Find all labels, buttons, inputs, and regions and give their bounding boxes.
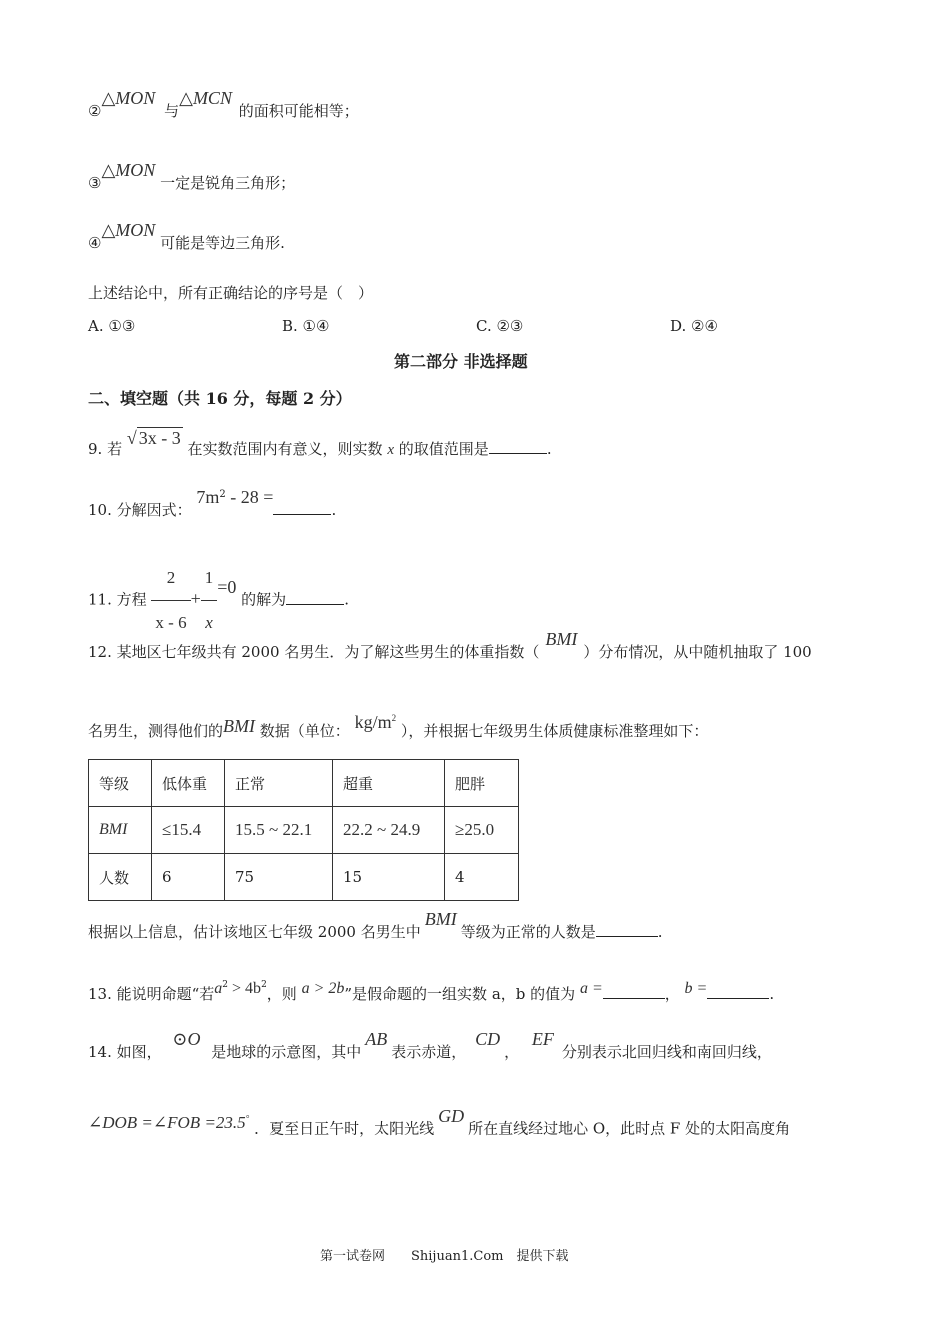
question-text: ）分布情况，从中随机抽取了 100: [583, 643, 812, 661]
question-text: 所在直线经过地心 O，此时点 F 处的太阳高度角: [468, 1119, 791, 1138]
question-text: 13. 能说明命题“若: [88, 985, 215, 1003]
question-text: 12. 某地区七年级共有 2000 名男生．为了解这些男生的体重指数（: [88, 643, 540, 661]
radicand: 3x - 3: [138, 428, 181, 448]
segment-ef: EF: [531, 1029, 554, 1049]
bmi-term: BMI: [545, 629, 578, 649]
question-number: 14. 如图，: [88, 1043, 162, 1061]
b-equals: b =: [684, 980, 708, 997]
question-text: ”是假命题的一组实数 a，b 的值为: [344, 985, 576, 1003]
table-cell: ≤15.4: [152, 807, 225, 854]
option-a: A. ①③: [88, 317, 136, 335]
table-row: [89, 760, 519, 807]
table-header-cell: 正常: [225, 760, 333, 807]
option-d: D. ②④: [670, 317, 718, 335]
term: a: [214, 980, 223, 997]
segment-ab: AB: [365, 1029, 388, 1049]
table-cell: 75: [225, 854, 333, 901]
condition-expression: [214, 979, 267, 997]
denominator: x: [205, 613, 213, 632]
term: 7m: [196, 487, 220, 507]
conclusion-3: [88, 160, 296, 193]
math-mon: MON: [115, 88, 156, 108]
period: .: [769, 985, 775, 1003]
table-cell: 人数: [89, 854, 152, 901]
table-cell: 4: [445, 854, 519, 901]
period: .: [331, 501, 337, 519]
answer-blank[interactable]: [273, 500, 331, 515]
conclusion-2: [88, 88, 359, 121]
question-text: 在实数范围内有意义，则实数: [187, 440, 383, 458]
exponent: 2: [222, 980, 229, 990]
a-equals: a =: [579, 980, 603, 997]
denominator: x - 6: [155, 613, 187, 632]
question-text: ），并根据七年级男生体质健康标准整理如下：: [400, 722, 709, 740]
part2-title: 第二部分 非选择题: [394, 352, 528, 371]
question-text: ．夏至日正午时，太阳光线: [254, 1119, 435, 1138]
question-number: 10. 分解因式：: [88, 501, 192, 519]
question-text: 上述结论中，所有正确结论的序号是（ ）: [88, 284, 374, 302]
equals-zero: =0: [217, 576, 237, 597]
angle-text: ∠DOB =∠FOB =23.5: [88, 1112, 246, 1132]
variable-x: x: [387, 442, 395, 458]
question-14-line1: [88, 1029, 772, 1062]
table-cell: ≥25.0: [445, 807, 519, 854]
item-number: ④: [88, 234, 102, 252]
question-12-line2: [88, 712, 709, 741]
conclusion-expression: a > 2b: [301, 980, 345, 997]
table-header-cell: 等级: [89, 760, 152, 807]
question-13: [88, 981, 774, 1005]
question-number: 11. 方程: [88, 590, 147, 609]
table-cell: BMI: [89, 807, 152, 854]
question-text: 数据（单位：: [259, 722, 350, 740]
question-text: 等级为正常的人数是: [460, 923, 596, 941]
question-text: 表示赤道，: [391, 1043, 467, 1061]
unit-exponent: 2: [391, 713, 397, 723]
table-cell: 22.2 ~ 24.9: [333, 807, 445, 854]
term: - 28 =: [225, 487, 274, 507]
section2-title: 二、填空题（共 16 分，每题 2 分）: [88, 389, 352, 408]
item-number: ②: [88, 102, 102, 120]
fraction-1: [151, 556, 190, 645]
table-cell: 15.5 ~ 22.1: [225, 807, 333, 854]
period: .: [546, 440, 552, 458]
question-text: 是地球的示意图，其中: [211, 1043, 362, 1061]
triangle-symbol: △: [101, 88, 116, 108]
conclusion-4: [88, 220, 285, 253]
line-gd: GD: [438, 1105, 465, 1126]
answer-blank-a[interactable]: [603, 984, 665, 999]
bmi-term: BMI: [424, 909, 457, 929]
conjunction: 与: [164, 102, 180, 120]
comma: ，: [504, 1043, 520, 1061]
sqrt-expression: √ 3x - 3: [126, 428, 181, 448]
answer-blank[interactable]: [596, 922, 658, 937]
question-11: [88, 556, 349, 645]
numerator: 2: [151, 556, 190, 601]
option-c: C. ②③: [476, 317, 524, 335]
term: > 4b: [228, 980, 262, 997]
question-text: 根据以上信息，估计该地区七年级 2000 名男生中: [88, 923, 421, 941]
math-mcn: MCN: [192, 88, 232, 108]
question-number: 9. 若: [88, 440, 123, 458]
option-b: B. ①④: [282, 317, 330, 335]
angle-expression: [88, 1113, 249, 1132]
table-row: [89, 854, 519, 901]
answer-blank[interactable]: [286, 590, 344, 605]
unit: [355, 712, 397, 732]
table-cell: 6: [152, 854, 225, 901]
plus-sign: +: [190, 588, 201, 609]
segment-cd: CD: [475, 1029, 501, 1049]
triangle-symbol: △: [179, 88, 193, 108]
math-mon: MON: [115, 220, 156, 240]
expression: [196, 489, 273, 507]
question-10: [88, 487, 337, 520]
table-header-cell: 肥胖: [445, 760, 519, 807]
unit-text: kg/m: [354, 712, 392, 732]
answer-blank-b[interactable]: [707, 984, 769, 999]
circle-o: ⊙O: [172, 1029, 201, 1049]
question-text: 的取值范围是: [398, 440, 489, 458]
degree-sign: °: [245, 1113, 250, 1123]
question-9: [88, 428, 552, 460]
table-header-cell: 低体重: [152, 760, 225, 807]
question-14-line2: [88, 1105, 791, 1139]
page-footer: 第一试卷网 Shijuan1.Com 提供下载: [320, 1249, 569, 1264]
comma: ，: [664, 985, 680, 1003]
item-number: ③: [88, 174, 102, 192]
table-cell: 15: [333, 854, 445, 901]
conclusion-text: 可能是等边三角形.: [160, 234, 285, 252]
fraction-2: [201, 556, 218, 645]
question-12-after: [88, 909, 663, 942]
bmi-table: [88, 759, 519, 901]
triangle-symbol: △: [101, 160, 116, 180]
period: .: [657, 923, 663, 941]
table-row: [89, 807, 519, 854]
table-header-cell: 超重: [333, 760, 445, 807]
exponent: 2: [219, 489, 226, 500]
question-text: 分别表示北回归线和南回归线，: [561, 1043, 772, 1061]
conclusion-text: 的面积可能相等；: [238, 102, 359, 120]
question-text: ，则: [266, 985, 297, 1003]
numerator: 1: [201, 556, 218, 601]
triangle-symbol: △: [101, 220, 116, 240]
question-12-line1: [88, 629, 812, 662]
exponent: 2: [261, 980, 267, 990]
conclusion-text: 一定是锐角三角形；: [160, 174, 296, 192]
question-text: 名男生，测得他们的: [88, 722, 224, 740]
question-text: 的解为: [241, 590, 287, 609]
answer-blank[interactable]: [489, 439, 547, 454]
math-mon: MON: [115, 160, 156, 180]
bmi-term: BMI: [223, 716, 255, 736]
period: .: [344, 590, 349, 609]
